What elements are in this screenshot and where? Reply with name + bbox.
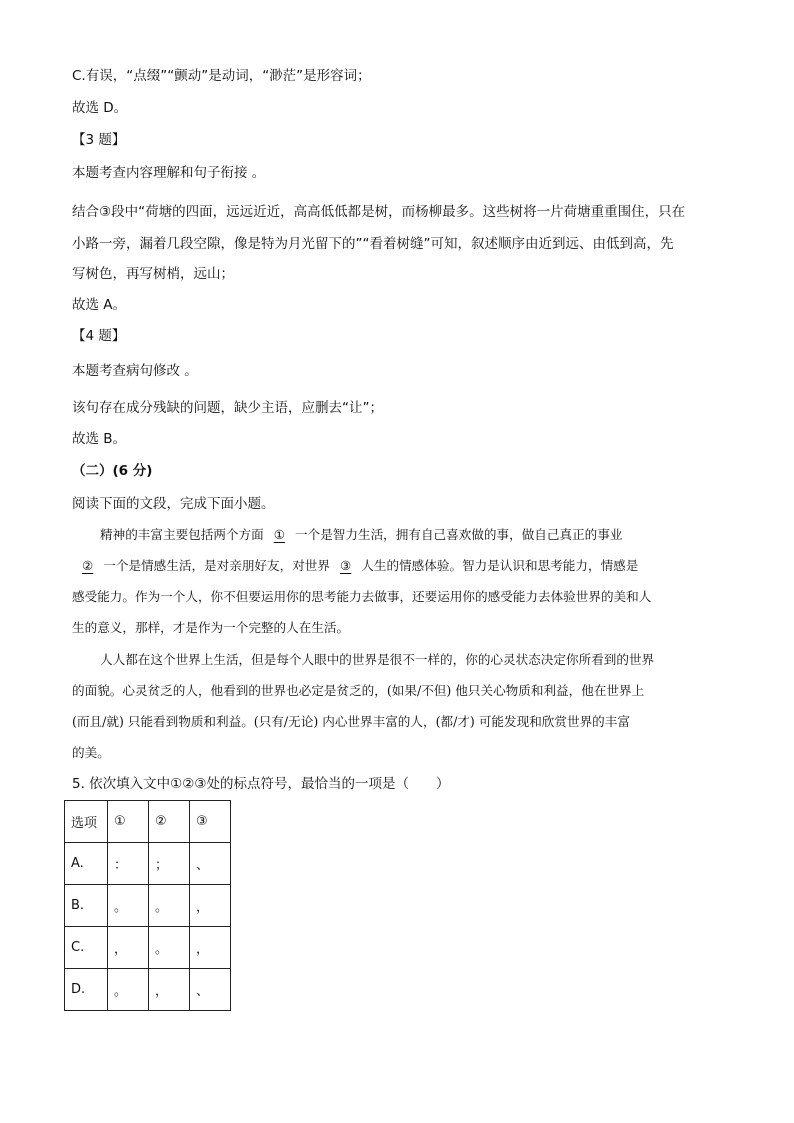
table-row	[65, 927, 231, 969]
question-3-analysis-line-3: 写树色，再写树梢，远山；	[72, 266, 234, 282]
blank-3: ③	[339, 558, 352, 573]
options-table	[64, 800, 231, 1011]
passage-line-3: 感受能力。作为一个人，你不但要运用你的思考能力去做事，还要运用你的感受能力去体验世界的美和人	[72, 589, 652, 604]
table-cell: ，	[149, 969, 190, 1011]
table-cell: B.	[65, 885, 108, 927]
table-cell: 。	[149, 885, 190, 927]
passage-text: 一个是情感生活，是对亲朋好友，对世界	[103, 558, 330, 573]
question-3-analysis-line-1: 结合③段中“荷塘的四面，远远近近，高高低低都是树，而杨柳最多。这些树将一片荷塘重重围住，只在	[72, 204, 686, 220]
table-cell: D.	[65, 969, 108, 1011]
table-cell: ，	[190, 885, 231, 927]
table-cell: ，	[108, 927, 149, 969]
passage-line-1	[100, 525, 622, 545]
table-cell: A.	[65, 843, 108, 885]
table-cell: 、	[190, 843, 231, 885]
table-row	[65, 969, 231, 1011]
question-3-analysis-line-2: 小路一旁，漏着几段空隙，像是特为月光留下的”“看着树缝”可知，叙述顺序由近到远、由低到高，先	[72, 236, 674, 252]
table-cell: C.	[65, 927, 108, 969]
passage-line-4: 生的意义，那样，才是作为一个完整的人在生活。	[72, 620, 350, 635]
answer-select-a: 故选 A。	[72, 297, 127, 313]
table-header-cell: ①	[108, 801, 149, 843]
table-header-cell: 选项	[65, 801, 108, 843]
passage-line-8: 的美。	[72, 745, 110, 760]
question-4-topic: 本题考查病句修改 。	[72, 363, 198, 379]
answer-line-c: C.有误，“点缀”“颤动”是动词，“渺茫”是形容词；	[72, 68, 371, 84]
table-cell: ：	[108, 843, 149, 885]
passage-line-6: 的面貌。心灵贫乏的人，他看到的世界也必定是贫乏的，(如果/不但) 他只关心物质和利益，他在世界上	[72, 683, 645, 698]
blank-2: ②	[82, 558, 94, 573]
question-5-stem: 5. 依次填入文中①②③处的标点符号，最恰当的一项是（ ）	[72, 776, 450, 792]
passage-line-7: (而且/就) 只能看到物质和利益。(只有/无论) 内心世界丰富的人，(都/才) 可能发现和欣赏世界的丰富	[72, 714, 630, 729]
reading-instruction: 阅读下面的文段，完成下面小题。	[72, 496, 275, 512]
table-cell: 。	[108, 885, 149, 927]
question-3-heading: 【3 题】	[72, 132, 126, 148]
table-cell: 。	[149, 927, 190, 969]
question-4-analysis: 该句存在成分残缺的问题，缺少主语，应删去“让”；	[72, 400, 383, 416]
table-cell: 、	[190, 969, 231, 1011]
table-cell: ，	[190, 927, 231, 969]
table-row	[65, 843, 231, 885]
answer-select-b: 故选 B。	[72, 431, 127, 447]
table-header-cell: ③	[190, 801, 231, 843]
section-2-heading: （二）(6 分)	[72, 463, 153, 479]
answer-select-d: 故选 D。	[72, 100, 128, 116]
passage-line-5: 人人都在这个世界上生活，但是每个人眼中的世界是很不一样的，你的心灵状态决定你所看到的世界	[100, 652, 655, 667]
table-header-cell: ②	[149, 801, 190, 843]
passage-text: 精神的丰富主要包括两个方面	[100, 527, 264, 542]
table-header-row	[65, 801, 231, 843]
blank-1: ①	[273, 527, 286, 542]
table-cell: ；	[149, 843, 190, 885]
passage-text: 人生的情感体验。智力是认识和思考能力，情感是	[361, 558, 639, 573]
table-cell: 。	[108, 969, 149, 1011]
table-row	[65, 885, 231, 927]
question-3-topic: 本题考查内容理解和句子衔接 。	[72, 165, 266, 181]
passage-text: 一个是智力生活，拥有自己喜欢做的事，做自己真正的事业	[295, 527, 623, 542]
question-4-heading: 【4 题】	[72, 328, 126, 344]
passage-line-2	[72, 556, 638, 576]
